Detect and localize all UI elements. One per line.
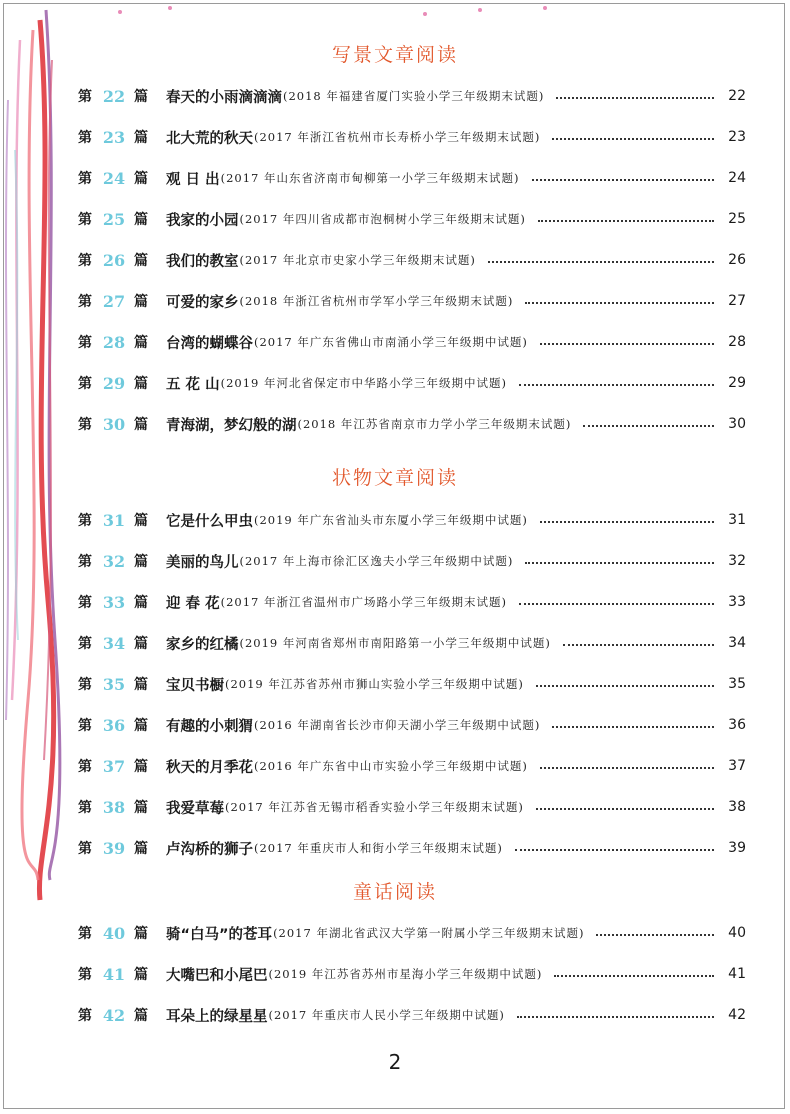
entry-source: (2019 年河南省郑州市南阳路第一小学三年级期中试题): [239, 636, 551, 650]
dot-leader: [517, 1014, 714, 1018]
entry-page: 27: [728, 293, 746, 309]
entry-prefix: 第: [78, 417, 92, 433]
dot-leader: [519, 601, 714, 605]
entry-number: 22: [102, 86, 126, 106]
entry-page: 34: [728, 635, 746, 651]
section-title: 写景文章阅读: [331, 44, 458, 66]
entry-page: 30: [728, 416, 746, 432]
entry-suffix: 篇: [134, 89, 148, 105]
entry-page: 23: [728, 129, 746, 145]
entry-suffix: 篇: [134, 595, 148, 611]
page-number: 2: [388, 1050, 402, 1074]
dot-leader: [540, 341, 714, 345]
entry-number: 26: [102, 250, 126, 270]
entry-page: 41: [728, 966, 746, 982]
entry-prefix: 第: [78, 253, 92, 269]
entry-title: 美丽的鸟儿: [166, 554, 239, 571]
dot-leader: [556, 95, 714, 99]
entry-title: 它是什么甲虫: [166, 513, 253, 530]
toc-entry[interactable]: [78, 713, 746, 737]
entry-number: 29: [102, 373, 126, 393]
entry-page: 22: [728, 88, 746, 104]
dot-leader: [536, 806, 714, 810]
section-title: 状物文章阅读: [331, 467, 458, 489]
dot-leader: [515, 847, 714, 851]
toc-entry[interactable]: [78, 590, 746, 614]
entry-page: 37: [728, 758, 746, 774]
entry-source: (2019 年江苏省苏州市狮山实验小学三年级期中试题): [225, 677, 524, 691]
entry-prefix: 第: [78, 335, 92, 351]
toc-entry[interactable]: [78, 412, 746, 436]
dot-leader: [540, 765, 714, 769]
entry-page: 39: [728, 840, 746, 856]
entry-number: 33: [102, 592, 126, 612]
entry-title: 耳朵上的绿星星: [166, 1008, 268, 1025]
entry-number: 31: [102, 510, 126, 530]
entry-prefix: 第: [78, 1008, 92, 1024]
entry-prefix: 第: [78, 595, 92, 611]
entry-prefix: 第: [78, 294, 92, 310]
toc-entry[interactable]: [78, 371, 746, 395]
entry-prefix: 第: [78, 554, 92, 570]
entry-number: 39: [102, 838, 126, 858]
entry-page: 33: [728, 594, 746, 610]
entry-source: (2017 年四川省成都市泡桐树小学三年级期末试题): [239, 212, 526, 226]
entry-title: 我家的小园: [166, 212, 239, 229]
entry-suffix: 篇: [134, 636, 148, 652]
entry-title: 我爱草莓: [166, 800, 224, 817]
section-title: 童话阅读: [352, 881, 437, 903]
toc-entry[interactable]: [78, 962, 746, 986]
entry-source: (2019 年江苏省苏州市星海小学三年级期中试题): [268, 967, 543, 981]
entry-prefix: 第: [78, 926, 92, 942]
entry-number: 25: [102, 209, 126, 229]
dot-leader: [488, 259, 714, 263]
entry-source: (2019 年广东省汕头市东厦小学三年级期中试题): [254, 513, 528, 527]
entry-title: 青海湖，梦幻般的湖: [166, 417, 297, 434]
toc-entry[interactable]: [78, 166, 746, 190]
entry-title: 观 日 出: [166, 171, 220, 188]
entry-suffix: 篇: [134, 926, 148, 942]
entry-number: 40: [102, 923, 126, 943]
entry-suffix: 篇: [134, 171, 148, 187]
entry-source: (2017 年北京市史家小学三年级期末试题): [239, 253, 476, 267]
entry-page: 36: [728, 717, 746, 733]
entry-page: 42: [728, 1007, 746, 1023]
entry-suffix: 篇: [134, 294, 148, 310]
entry-number: 35: [102, 674, 126, 694]
entry-suffix: 篇: [134, 718, 148, 734]
entry-prefix: 第: [78, 677, 92, 693]
entry-source: (2017 年广东省佛山市南涌小学三年级期中试题): [254, 335, 528, 349]
entry-title: 五 花 山: [166, 376, 220, 393]
entry-page: 26: [728, 252, 746, 268]
entry-source: (2018 年江苏省南京市力学小学三年级期末试题): [297, 417, 572, 431]
entry-page: 32: [728, 553, 746, 569]
entry-suffix: 篇: [134, 417, 148, 433]
toc-entry[interactable]: [78, 248, 746, 272]
entry-number: 41: [102, 964, 126, 984]
toc-entry[interactable]: [78, 84, 746, 108]
entry-title: 大嘴巴和小尾巴: [166, 967, 268, 984]
entry-title: 骑“白马”的苍耳: [166, 926, 273, 943]
entry-suffix: 篇: [134, 513, 148, 529]
toc-entry[interactable]: [78, 921, 746, 945]
entry-number: 36: [102, 715, 126, 735]
entry-source: (2018 年浙江省杭州市学军小学三年级期末试题): [239, 294, 514, 308]
toc-entry[interactable]: [78, 631, 746, 655]
entry-source: (2017 年重庆市人民小学三年级期中试题): [268, 1008, 505, 1022]
entry-title: 卢沟桥的狮子: [166, 841, 253, 858]
entry-number: 27: [102, 291, 126, 311]
entry-title: 春天的小雨滴滴滴: [166, 89, 282, 106]
entry-prefix: 第: [78, 212, 92, 228]
toc-entry[interactable]: [78, 672, 746, 696]
dot-leader: [596, 932, 714, 936]
entry-prefix: 第: [78, 636, 92, 652]
dot-leader: [519, 382, 714, 386]
entry-page: 38: [728, 799, 746, 815]
dot-leader: [552, 136, 714, 140]
entry-source: (2017 年江苏省无锡市稻香实验小学三年级期末试题): [225, 800, 524, 814]
entry-page: 29: [728, 375, 746, 391]
entry-prefix: 第: [78, 89, 92, 105]
entry-source: (2017 年重庆市人和街小学三年级期末试题): [254, 841, 503, 855]
entry-page: 28: [728, 334, 746, 350]
decorative-ribbons: [0, 0, 80, 1114]
toc-entry[interactable]: [78, 795, 746, 819]
entry-title: 北大荒的秋天: [166, 130, 253, 147]
entry-source: (2017 年浙江省杭州市长寿桥小学三年级期末试题): [254, 130, 541, 144]
entry-suffix: 篇: [134, 212, 148, 228]
entry-page: 31: [728, 512, 746, 528]
entry-title: 宝贝书橱: [166, 677, 224, 694]
toc-entry[interactable]: [78, 289, 746, 313]
entry-prefix: 第: [78, 967, 92, 983]
entry-suffix: 篇: [134, 554, 148, 570]
entry-number: 30: [102, 414, 126, 434]
toc-entry[interactable]: [78, 1003, 746, 1027]
entry-title: 迎 春 花: [166, 595, 220, 612]
entry-prefix: 第: [78, 718, 92, 734]
entry-title: 可爱的家乡: [166, 294, 239, 311]
entry-suffix: 篇: [134, 1008, 148, 1024]
entry-suffix: 篇: [134, 376, 148, 392]
entry-source: (2016 年广东省中山市实验小学三年级期中试题): [254, 759, 528, 773]
entry-suffix: 篇: [134, 759, 148, 775]
entry-number: 23: [102, 127, 126, 147]
toc-entry[interactable]: [78, 754, 746, 778]
entry-number: 24: [102, 168, 126, 188]
entry-page: 25: [728, 211, 746, 227]
dot-leader: [532, 177, 714, 181]
entry-number: 28: [102, 332, 126, 352]
entry-prefix: 第: [78, 171, 92, 187]
entry-suffix: 篇: [134, 800, 148, 816]
entry-source: (2018 年福建省厦门实验小学三年级期末试题): [283, 89, 545, 103]
toc-entry[interactable]: [78, 508, 746, 532]
entry-suffix: 篇: [134, 253, 148, 269]
entry-number: 32: [102, 551, 126, 571]
dot-leader: [525, 560, 714, 564]
entry-prefix: 第: [78, 800, 92, 816]
entry-title: 有趣的小刺猬: [166, 718, 253, 735]
entry-suffix: 篇: [134, 967, 148, 983]
entry-title: 台湾的蝴蝶谷: [166, 335, 253, 352]
entry-title: 家乡的红橘: [166, 636, 239, 653]
entry-page: 24: [728, 170, 746, 186]
entry-source: (2017 年山东省济南市甸柳第一小学三年级期末试题): [220, 171, 520, 185]
dot-leader: [540, 519, 714, 523]
entry-source: (2016 年湖南省长沙市仰天湖小学三年级期中试题): [254, 718, 541, 732]
entry-suffix: 篇: [134, 841, 148, 857]
dot-leader: [536, 683, 714, 687]
toc-entry[interactable]: [78, 330, 746, 354]
entry-page: 35: [728, 676, 746, 692]
entry-suffix: 篇: [134, 130, 148, 146]
dot-leader: [538, 218, 714, 222]
dot-leader: [554, 973, 714, 977]
entry-prefix: 第: [78, 376, 92, 392]
entry-page: 40: [728, 925, 746, 941]
entry-number: 38: [102, 797, 126, 817]
dot-leader: [563, 642, 714, 646]
entry-prefix: 第: [78, 759, 92, 775]
dot-leader: [583, 423, 714, 427]
entry-suffix: 篇: [134, 335, 148, 351]
entry-suffix: 篇: [134, 677, 148, 693]
toc-entry[interactable]: [78, 549, 746, 573]
entry-prefix: 第: [78, 130, 92, 146]
entry-title: 我们的教室: [166, 253, 239, 270]
decorative-top-dots: [0, 0, 790, 24]
entry-source: (2017 年湖北省武汉大学第一附属小学三年级期末试题): [273, 926, 585, 940]
entry-source: (2017 年浙江省温州市广场路小学三年级期末试题): [220, 595, 508, 609]
toc-entry[interactable]: [78, 207, 746, 231]
entry-number: 42: [102, 1005, 126, 1025]
entry-number: 37: [102, 756, 126, 776]
dot-leader: [525, 300, 714, 304]
toc-entry[interactable]: [78, 836, 746, 860]
entry-number: 34: [102, 633, 126, 653]
entry-prefix: 第: [78, 513, 92, 529]
entry-source: (2017 年上海市徐汇区逸夫小学三年级期中试题): [239, 554, 514, 568]
dot-leader: [552, 724, 714, 728]
entry-source: (2019 年河北省保定市中华路小学三年级期中试题): [220, 376, 508, 390]
toc-entry[interactable]: [78, 125, 746, 149]
entry-title: 秋天的月季花: [166, 759, 253, 776]
entry-prefix: 第: [78, 841, 92, 857]
